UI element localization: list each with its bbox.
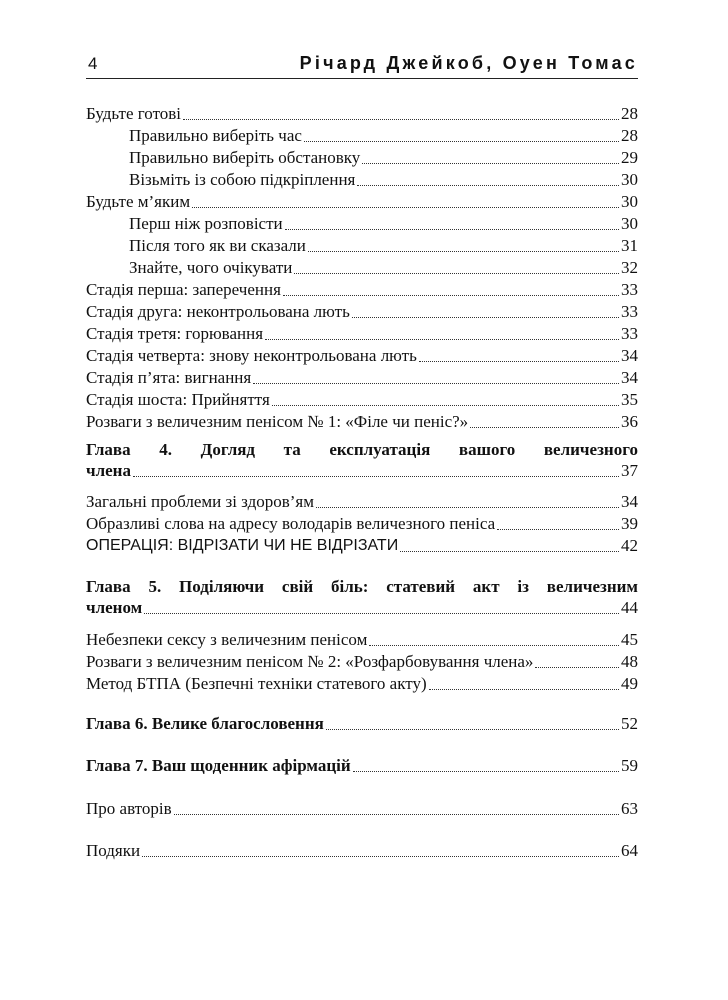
toc-entry-page: 30 — [621, 214, 638, 233]
dot-leader — [308, 250, 619, 252]
toc-entry-title: Після того як ви сказали — [129, 236, 306, 255]
toc-entry — [86, 412, 638, 432]
toc-entry-title: Будьте м’яким — [86, 192, 191, 211]
toc-entry-title: Розваги з величезним пенісом № 2: «Розфарбовування члена» — [86, 652, 534, 671]
dot-leader — [144, 612, 619, 614]
toc-entry — [86, 192, 638, 212]
toc-entry-title: Загальні проблеми зі здоров’ям — [86, 492, 315, 511]
toc-entry-page: 35 — [621, 390, 638, 409]
toc-entry — [86, 148, 638, 168]
chapter-title-line: Глава 4. Догляд та експлуатація вашого величезного — [86, 440, 638, 459]
toc-entry-page: 36 — [621, 412, 638, 431]
toc-entry — [86, 514, 638, 534]
toc-entry-page: 30 — [621, 170, 638, 189]
chapter-title-line: Глава 5. Поділяючи свій біль: статевий акт із величезним — [86, 577, 638, 596]
toc-entry — [86, 799, 638, 819]
toc-entry — [86, 104, 638, 124]
toc-entry-page: 45 — [621, 630, 638, 649]
toc-entry-title: Правильно виберіть час — [129, 126, 302, 145]
toc-entry — [86, 536, 638, 556]
dot-leader — [419, 360, 619, 362]
toc-entry — [86, 390, 638, 410]
toc-entry-title: Візьміть із собою підкріплення — [129, 170, 356, 189]
toc-entry — [86, 236, 638, 256]
toc-entry-page: 28 — [621, 104, 638, 123]
toc-entry-title: Стадія перша: заперечення — [86, 280, 281, 299]
toc-entry-page: 59 — [621, 756, 638, 775]
toc-entry-title: Подяки — [86, 841, 141, 860]
dot-leader — [362, 162, 619, 164]
dot-leader — [183, 118, 619, 120]
dot-leader — [142, 855, 619, 857]
toc-entry — [86, 126, 638, 146]
dot-leader — [352, 316, 619, 318]
running-head: Річард Джейкоб, Оуен Томас — [299, 53, 638, 73]
toc-entry-title: Стадія п’ята: вигнання — [86, 368, 252, 387]
toc-entry-title: Правильно виберіть обстановку — [129, 148, 361, 167]
dot-leader — [294, 272, 619, 274]
dot-leader — [265, 338, 619, 340]
toc-entry-page: 33 — [621, 280, 638, 299]
dot-leader — [369, 644, 619, 646]
toc-entry-title: Образливі слова на адресу володарів величезного пеніса — [86, 514, 496, 533]
toc-entry-page: 34 — [621, 368, 638, 387]
dot-leader — [357, 184, 619, 186]
toc-entry-title: Глава 6. Велике благословення — [86, 714, 324, 733]
toc-entry — [86, 652, 638, 672]
toc-entry-title: Стадія шоста: Прийняття — [86, 390, 270, 409]
dot-leader — [326, 728, 619, 730]
toc-entry-page: 32 — [621, 258, 638, 277]
dot-leader — [192, 206, 619, 208]
toc-entry — [86, 280, 638, 300]
toc-entry-title: Стадія третя: горювання — [86, 324, 264, 343]
page-number: 4 — [88, 54, 98, 73]
toc-entry-title: членом — [86, 598, 143, 617]
toc-entry-page: 64 — [621, 841, 638, 860]
toc-entry — [86, 674, 638, 694]
toc-entry-page: 34 — [621, 492, 638, 511]
toc-entry-page: 37 — [621, 461, 638, 480]
toc-entry-page: 48 — [621, 652, 638, 671]
dot-leader — [285, 228, 619, 230]
toc-chapter-entry — [86, 461, 638, 481]
toc-entry — [86, 841, 638, 861]
toc-entry-title: Про авторів — [86, 799, 172, 818]
toc-entry-title: Перш ніж розповісти — [129, 214, 283, 233]
toc-entry-page: 31 — [621, 236, 638, 255]
toc-entry-page: 39 — [621, 514, 638, 533]
toc-entry-page: 42 — [621, 536, 638, 555]
dot-leader — [253, 382, 619, 384]
toc-entry — [86, 324, 638, 344]
toc-entry-page: 63 — [621, 799, 638, 818]
dot-leader — [470, 426, 619, 428]
toc-entry — [86, 170, 638, 190]
toc-entry-page: 49 — [621, 674, 638, 693]
dot-leader — [400, 550, 619, 552]
dot-leader — [133, 475, 619, 477]
toc-chapter-entry — [86, 714, 638, 734]
toc-entry-title: Метод БТПА (Безпечні техніки статевого акту) — [86, 674, 427, 693]
toc-entry-page: 52 — [621, 714, 638, 733]
dot-leader — [304, 140, 619, 142]
dot-leader — [535, 666, 619, 668]
toc-entry-title: Стадія четверта: знову неконтрольована лють — [86, 346, 417, 365]
toc-entry-title: члена — [86, 461, 131, 480]
toc-entry — [86, 492, 638, 512]
dot-leader — [283, 294, 619, 296]
toc-entry-page: 29 — [621, 148, 638, 167]
toc-entry — [86, 214, 638, 234]
dot-leader — [429, 688, 619, 690]
toc-entry-title: Глава 7. Ваш щоденник афірмацій — [86, 756, 351, 775]
toc-entry — [86, 258, 638, 278]
toc-entry — [86, 346, 638, 366]
toc-entry-page: 33 — [621, 302, 638, 321]
toc-entry-page: 44 — [621, 598, 638, 617]
toc-chapter-entry — [86, 598, 638, 618]
toc-entry-page: 28 — [621, 126, 638, 145]
dot-leader — [353, 770, 619, 772]
dot-leader — [174, 813, 619, 815]
toc-entry-page: 34 — [621, 346, 638, 365]
toc-entry-title: Небезпеки сексу з величезним пенісом — [86, 630, 368, 649]
dot-leader — [316, 506, 619, 508]
toc-entry-page: 33 — [621, 324, 638, 343]
toc-entry-title: ОПЕРАЦІЯ: ВІДРІЗАТИ ЧИ НЕ ВІДРІЗАТИ — [86, 537, 399, 554]
toc-entry-title: Розваги з величезним пенісом № 1: «Філе чи пеніс?» — [86, 412, 469, 431]
toc-entry — [86, 630, 638, 650]
dot-leader — [272, 404, 619, 406]
toc-entry-title: Стадія друга: неконтрольована лють — [86, 302, 350, 321]
toc-entry-page: 30 — [621, 192, 638, 211]
dot-leader — [497, 528, 619, 530]
toc-chapter-entry — [86, 756, 638, 776]
toc-entry — [86, 368, 638, 388]
toc-entry-title: Будьте готові — [86, 104, 182, 123]
toc-entry — [86, 302, 638, 322]
toc-entry-title: Знайте, чого очікувати — [129, 258, 293, 277]
